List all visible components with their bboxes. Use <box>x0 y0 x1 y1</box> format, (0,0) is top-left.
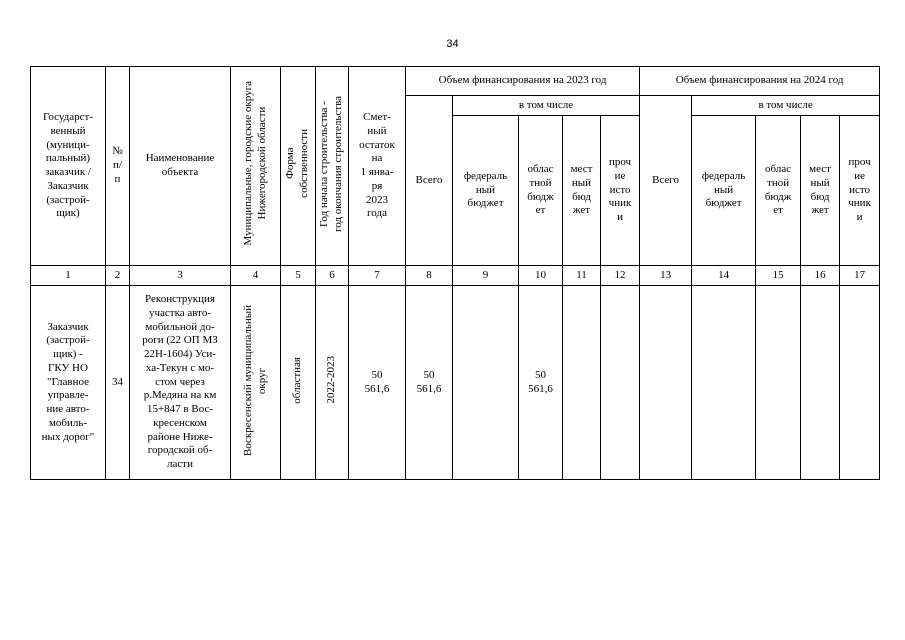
column-number: 11 <box>563 266 601 286</box>
cell-regional-2023: 50 561,6 <box>519 286 563 480</box>
table-row <box>31 286 880 480</box>
column-number: 7 <box>349 266 406 286</box>
column-number: 2 <box>106 266 130 286</box>
header-total-2023: Всего <box>406 96 453 266</box>
header-years: Год начала строительства - год окончания строительства <box>316 67 349 266</box>
column-number: 13 <box>640 266 692 286</box>
header-object-name: Наименование объекта <box>130 67 231 266</box>
header-customer: Государст- венный (муници- пальный) заказчик / Заказчик (застрой- щик) <box>31 67 106 266</box>
column-number: 5 <box>281 266 316 286</box>
header-regional-2023: облас тной бюдж ет <box>519 116 563 266</box>
cell-total-2023: 50 561,6 <box>406 286 453 480</box>
header-federal-2024: федераль ный бюджет <box>692 116 756 266</box>
header-other-2024: проч ие исто чник и <box>840 116 880 266</box>
cell-regional-2024 <box>756 286 801 480</box>
column-number: 10 <box>519 266 563 286</box>
cell-federal-2023 <box>453 286 519 480</box>
header-financing-2024: Объем финансирования на 2024 год <box>640 67 880 96</box>
header-other-2023: проч ие исто чник и <box>601 116 640 266</box>
cell-district: Воскресенский муниципальный округ <box>231 286 281 480</box>
header-financing-2023: Объем финансирования на 2023 год <box>406 67 640 96</box>
column-number: 16 <box>801 266 840 286</box>
cell-object-name: Реконструкция участка авто- мобильной до- роги (22 ОП МЗ 22Н-1604) Уси- ха-Текун с мо- стом через р.Медяна на км 15+847 в Вос- кресенском районе Ниже- городской об- ласти <box>130 286 231 480</box>
column-number: 17 <box>840 266 880 286</box>
column-number: 6 <box>316 266 349 286</box>
financing-table <box>30 66 880 480</box>
column-number-row <box>31 266 880 286</box>
cell-local-2023 <box>563 286 601 480</box>
header-district: Муниципальные, городские округа Нижегородской области <box>231 67 281 266</box>
header-regional-2024: облас тной бюдж ет <box>756 116 801 266</box>
column-number: 15 <box>756 266 801 286</box>
header-local-2024: мест ный бюд жет <box>801 116 840 266</box>
header-local-2023: мест ный бюд жет <box>563 116 601 266</box>
column-number: 12 <box>601 266 640 286</box>
column-number: 14 <box>692 266 756 286</box>
cell-other-2023 <box>601 286 640 480</box>
cell-ownership: областная <box>281 286 316 480</box>
cell-total-2024 <box>640 286 692 480</box>
cell-number: 34 <box>106 286 130 480</box>
column-number: 3 <box>130 266 231 286</box>
cell-customer: Заказчик (застрой- щик) - ГКУ НО "Главное управле- ние авто- мобиль- ных дорог" <box>31 286 106 480</box>
cell-years: 2022-2023 <box>316 286 349 480</box>
header-ownership: Форма собственности <box>281 67 316 266</box>
column-number: 8 <box>406 266 453 286</box>
page-number: 34 <box>446 38 459 50</box>
cell-other-2024 <box>840 286 880 480</box>
column-number: 9 <box>453 266 519 286</box>
header-including-2024: в том числе <box>692 96 880 116</box>
column-number: 4 <box>231 266 281 286</box>
header-remainder: Смет- ный остаток на 1 янва- ря 2023 года <box>349 67 406 266</box>
header-federal-2023: федераль ный бюджет <box>453 116 519 266</box>
cell-remainder: 50 561,6 <box>349 286 406 480</box>
header-total-2024: Всего <box>640 96 692 266</box>
header-including-2023: в том числе <box>453 96 640 116</box>
header-number: № п/ п <box>106 67 130 266</box>
cell-local-2024 <box>801 286 840 480</box>
column-number: 1 <box>31 266 106 286</box>
cell-federal-2024 <box>692 286 756 480</box>
